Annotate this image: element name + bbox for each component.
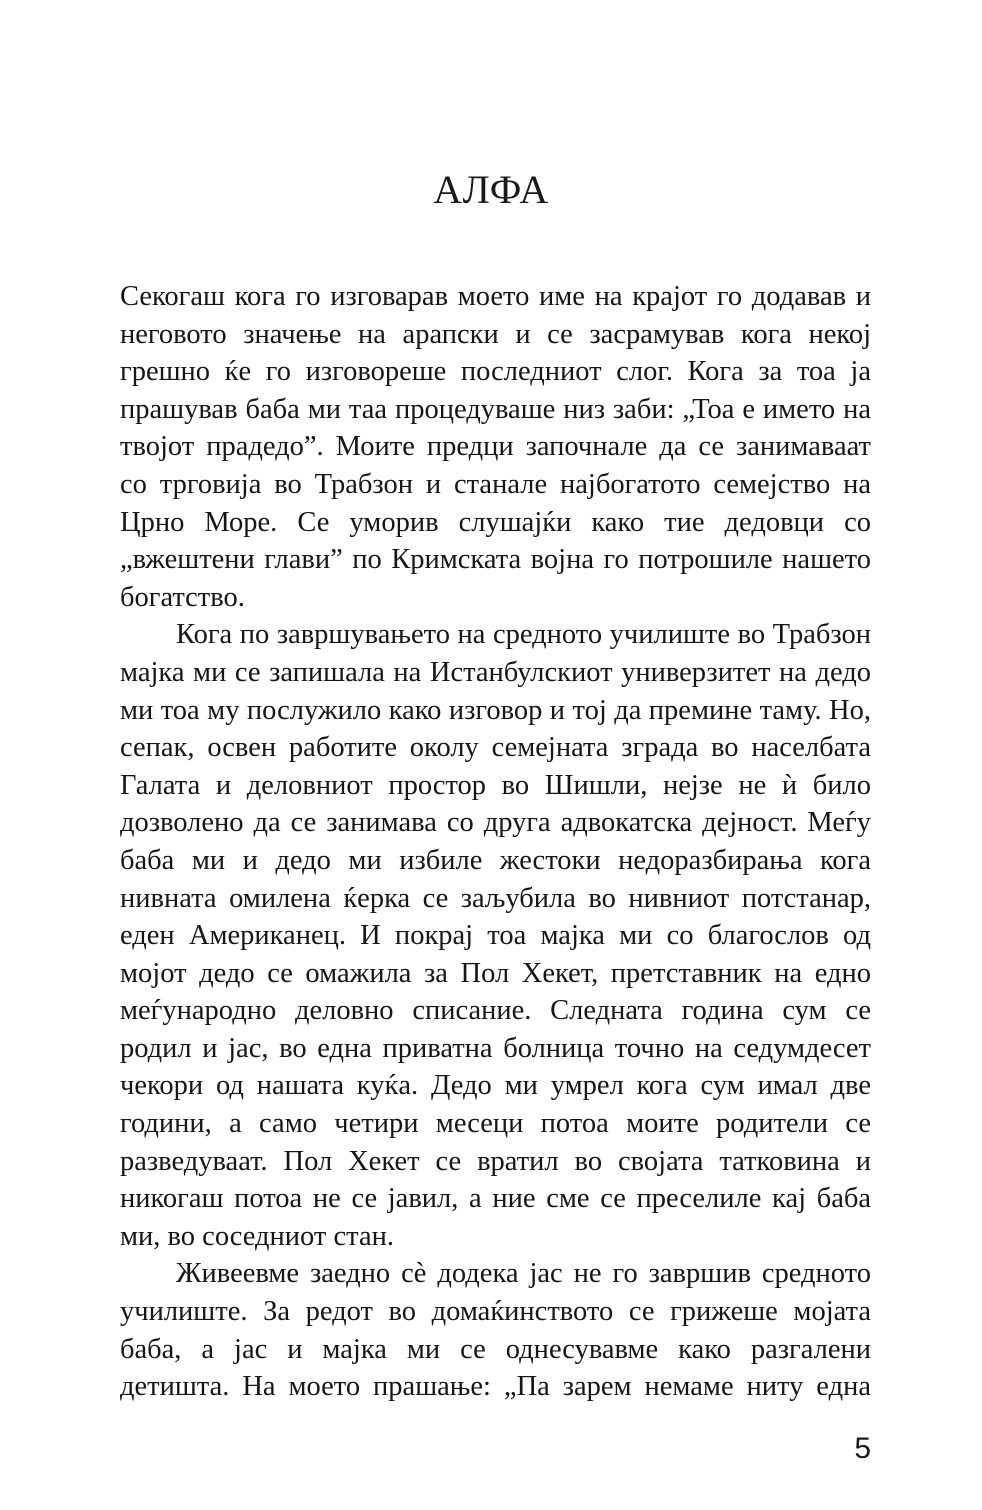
paragraph-2: Кога по завршувањето на средното училиште во Трабзон мајка ми се запишала на Истанбулскиот универзитет на дедо ми тоа му послужило како изговор и тој да премине таму. Но, сепак, освен работите околу семејната зграда во населбата Галата и деловниот простор во Шишли, нејзе не ѝ било дозволено да се занимава со друга адвокатска дејност. Меѓу баба ми и дедо ми избиле жестоки недоразбирања кога нивната омилена ќерка се заљубила во нивниот потстанар, еден Американец. И покрај тоа мајка ми со благослов од мојот дедо се омажила за Пол Хекет, претставник на едно меѓународно деловно списание. Следната година сум се родил и јас, во една приватна болница точно на седумдесет чекори од нашата куќа. Дедо ми умрел кога сум имал две години, а само четири месеци потоа моите родители се разведуваат. Пол Хекет се вратил во својата татковина и никогаш потоа не се јавил, а ние сме се преселиле кај баба ми, во соседниот стан. <box>120 619 871 1252</box>
chapter-title: АЛФА <box>433 166 549 212</box>
page-number: 5 <box>854 1432 871 1465</box>
paragraph-1: Секогаш кога го изговарав моето име на крајот го додавав и неговото значење на арапски и се засрамував кога некој грешно ќе го изговореше последниот слог. Кога за тоа ја прашував баба ми таа процедуваше низ заби: „Тоа е името на твојот прадедо”. Моите предци започнале да се занимаваат со трговија во Трабзон и станале најбогатото семејство на Црно Море. Се уморив слушајќи како тие дедовци со „вжештени глави” по Кримската војна го потрошиле нашето богатство. <box>120 281 871 613</box>
body-text-block <box>120 278 871 1443</box>
paragraph-3: Живеевме заедно сè додека јас не го завршив средното училиште. За редот во домаќинството се грижеше мојата баба, а јас и мајка ми се однесувавме како разгалени детишта. На моето прашање: „Па зарем немаме ниту една <box>120 1258 871 1403</box>
